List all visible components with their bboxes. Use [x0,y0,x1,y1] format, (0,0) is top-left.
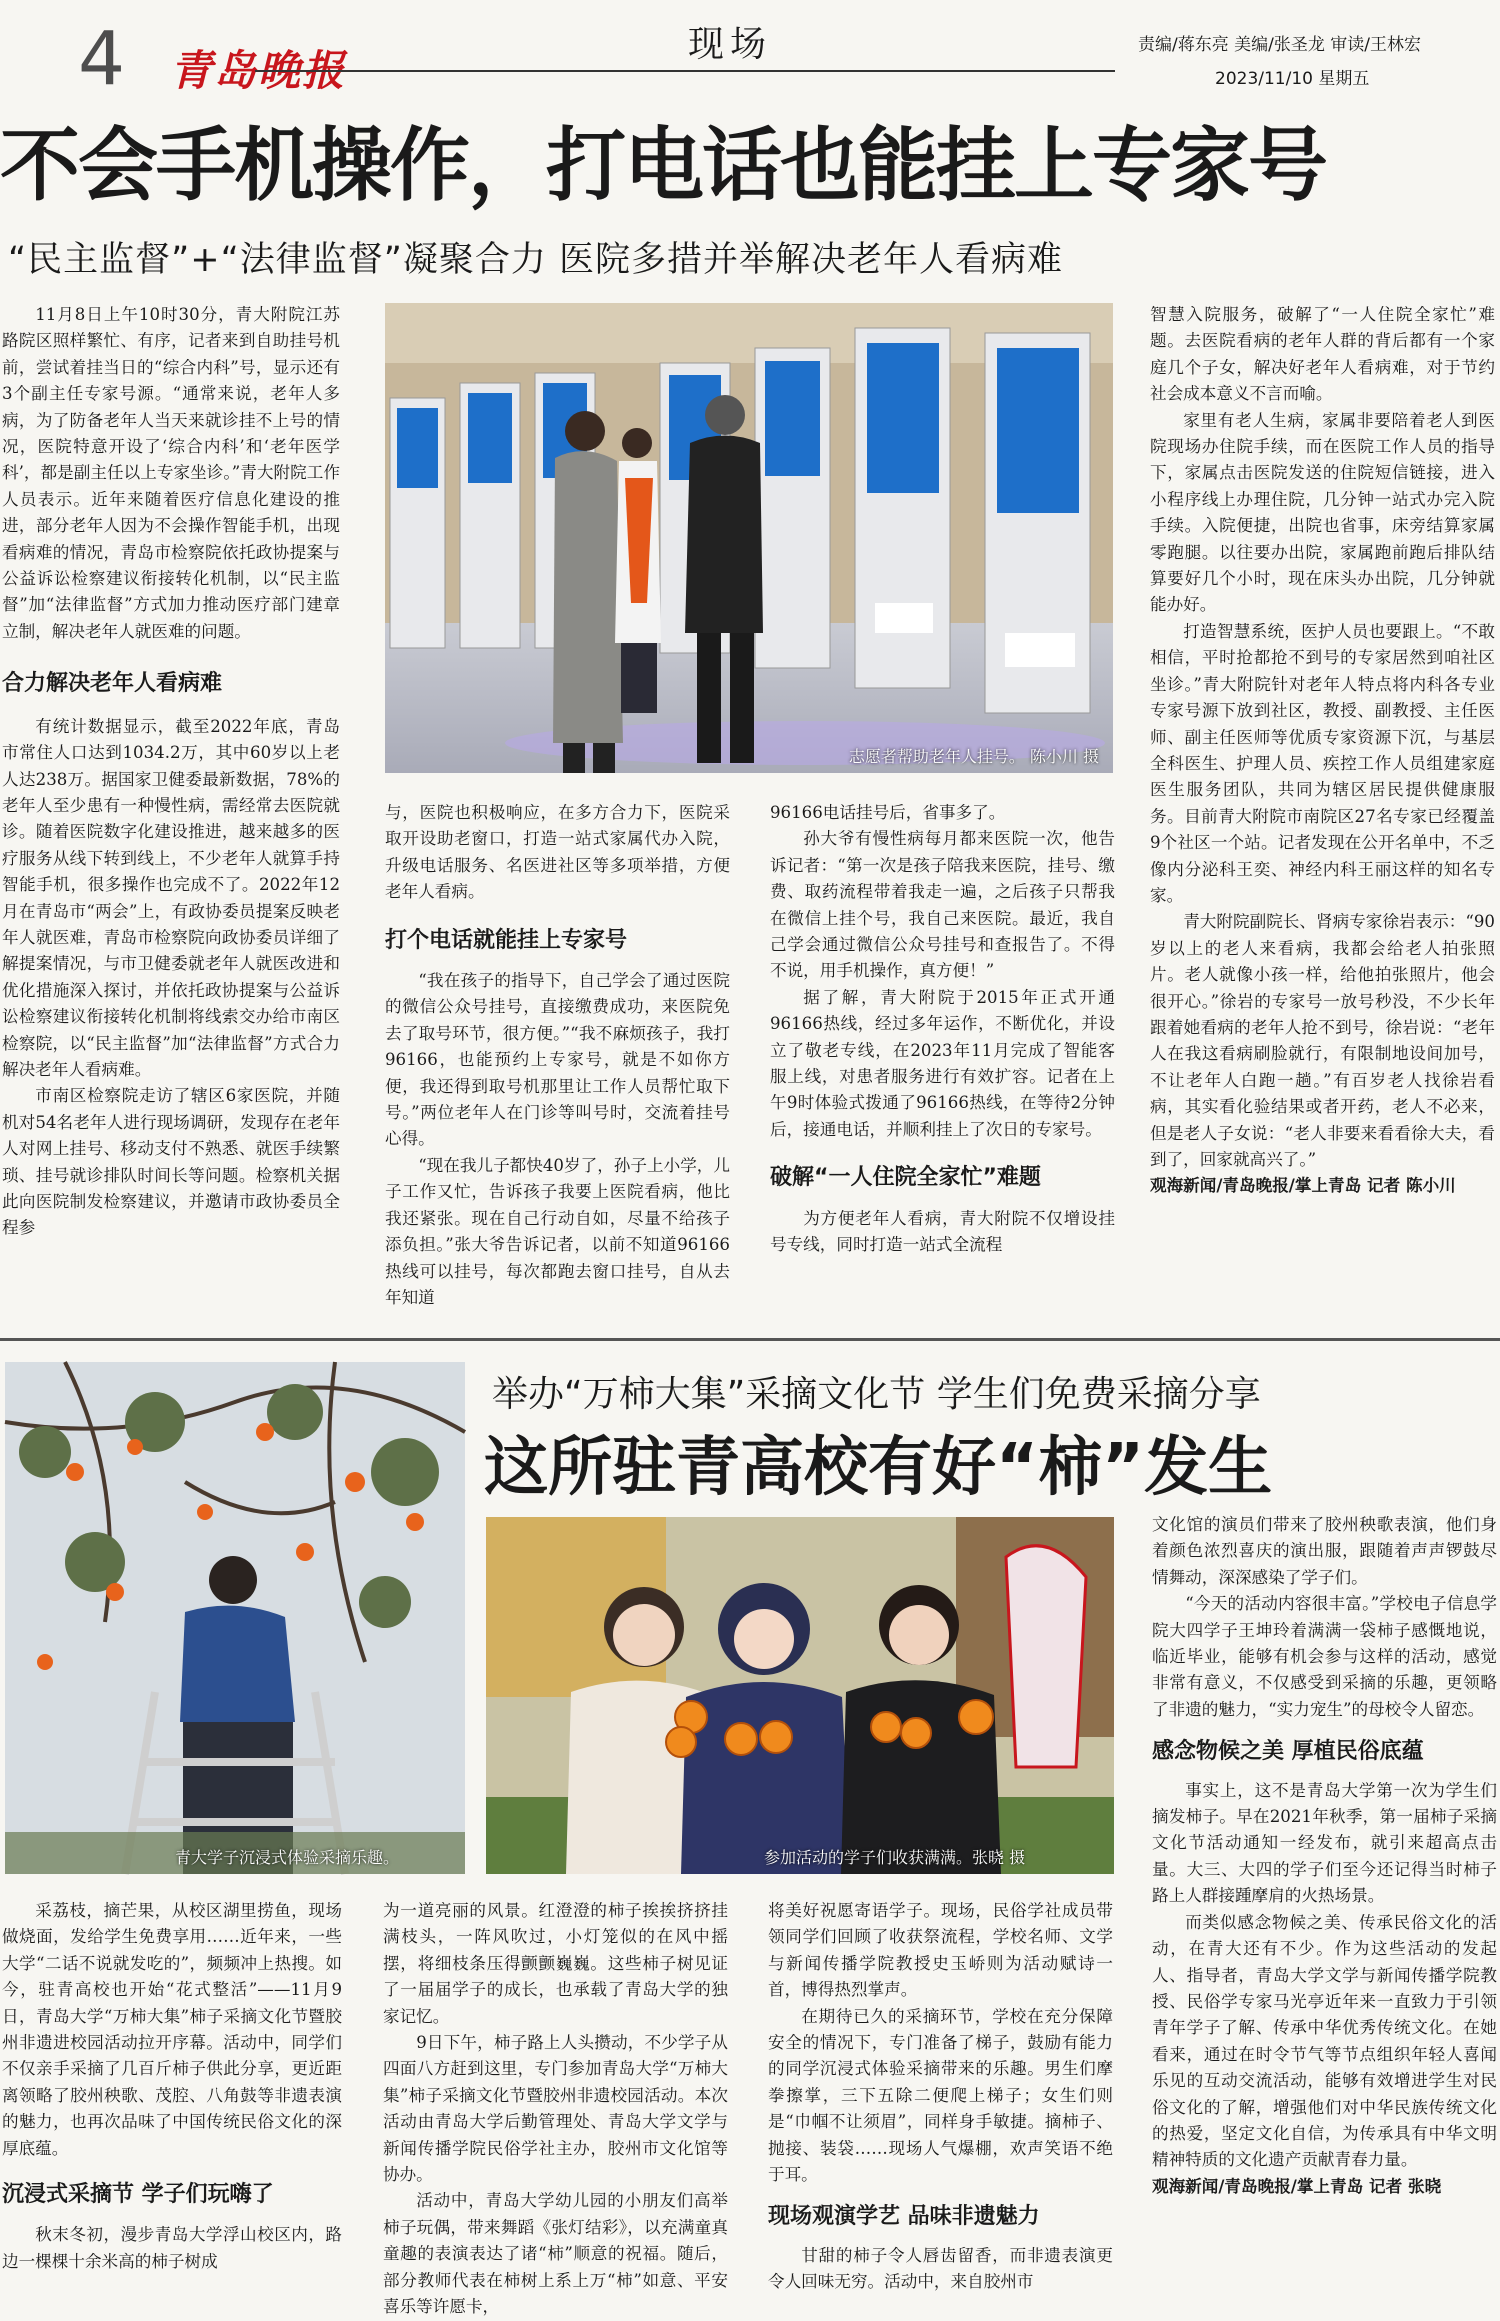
story1-photo [385,303,1113,773]
issue-date: 2023/11/10 星期五 [1215,69,1370,89]
story1-photo-caption: 志愿者帮助老年人挂号。 陈小川 摄 [848,747,1099,766]
paragraph: 市南区检察院走访了辖区6家医院，并随机对54名老年人进行现场调研，发现存在老年人对网上挂号、移动支付不熟悉、就医手续繁琐、挂号就诊排队时间长等问题。检察机关据此向医院制发检察建议，并邀请市政协委员全程参 [2,1086,340,1238]
story1-column-3 [770,800,1115,1330]
story1-subtitle-1: 合力解决老年人看病难 [2,671,223,697]
paragraph: 而类似感念物候之美、传承民俗文化的活动，在青大还有不少。作为这些活动的发起人、指导者，青岛大学文学与新闻传播学院教授、民俗学专家马光亭近年来一直致力于引领青年学子了解、传承中华优秀传统文化。在她看来，通过在时令节气等节点组织年轻人喜闻乐见的互动交流活动，能够有效增进学生对民俗文化的了解，增强他们对中华民族传统文化的热爱，坚定文化自信，为传承具有中华文明精神特质的文化遗产贡献青春力量。 [1152,1912,1497,2170]
paragraph: 活动中，青岛大学幼儿园的小朋友们高举柿子玩偶，带来舞蹈《张灯结彩》，以充满童真童趣的表演表达了诸“柿”顺意的祝福。随后，部分教师代表在柿树上系上万“柿”如意、平安喜乐等许愿卡， [383,2191,728,2317]
story2-column-3 [768,1898,1113,2304]
story2-photo-2-caption: 参加活动的学子们收获满满。张晓 摄 [764,1848,1026,1867]
paragraph: 与，医院也积极响应，在多方合力下，医院采取开设助老窗口，打造一站式家属代办入院，升级电话服务、名医进社区等多项举措，方便老年人看病。 [385,803,730,902]
story2-photo-2 [486,1517,1114,1874]
story2-column-1 [2,1898,342,2304]
story2-photo-1-caption: 青大学子沉浸式体验采摘乐趣。 [175,1848,400,1867]
story1-column-4 [1150,302,1495,1332]
story1-subtitle-2: 打个电话就能挂上专家号 [385,927,628,953]
story2-subtitle-3: 感念物候之美 厚植民俗底蕴 [1152,1739,1424,1765]
editor-credits: 责编/蒋东亮 美编/张圣龙 审读/王林宏 [1138,35,1421,55]
paragraph: 智慧入院服务，破解了“一人住院全家忙”难题。去医院看病的老年人群的背后都有一个家庭几个子女，解决好老年人看病难，对于节约社会成本意义不言而喻。 [1150,305,1495,404]
paragraph: 秋末冬初，漫步青岛大学浮山校区内，路边一棵棵十余米高的柿子树成 [2,2225,342,2271]
section-title: 现场 [687,24,772,65]
story1-column-2 [385,800,730,1330]
story1-byline: 观海新闻/青岛晚报/掌上青岛 记者 陈小川 [1150,1176,1456,1196]
paragraph: 9日下午，柿子路上人头攒动，不少学子从四面八方赶到这里，专门参加青岛大学“万柿大集”柿子采摘文化节暨胶州非遗校园活动。本次活动由青岛大学后勤管理处、青岛大学文学与新闻传播学院民俗学社主办，胶州市文化馆等协办。 [383,2033,728,2185]
students-with-persimmons-photo [486,1517,1114,1874]
story2-subtitle-2: 现场观演学艺 品味非遗魅力 [768,2204,1040,2230]
story2-photo-1 [5,1362,465,1874]
paragraph: 在期待已久的采摘环节，学校在充分保障安全的情况下，专门准备了梯子，鼓励有能力的同学沉浸式体验采摘带来的乐趣。男生们摩拳擦掌，三下五除二便爬上梯子；女生们则是“巾帼不让须眉”，同样身手敏捷。摘柿子、抛接、装袋……现场人气爆棚，欢声笑语不绝于耳。 [768,2006,1113,2185]
page-number: 4 [78,16,126,102]
story2-subtitle-1: 沉浸式采摘节 学子们玩嗨了 [2,2182,274,2208]
story2-column-4 [1152,1512,1497,2304]
paragraph: 孙大爷有慢性病每月都来医院一次，他告诉记者：“第一次是孩子陪我来医院，挂号、缴费、取药流程带着我走一遍，之后孩子只帮我在微信上挂个号，我自己来医院。最近，我自己学会通过微信公众号挂号和查报告了。不得不说，用手机操作，真方便！” [770,829,1115,981]
story2-byline: 观海新闻/青岛晚报/掌上青岛 记者 张晓 [1152,2176,1442,2196]
story1-headline: 不会手机操作，打电话也能挂上专家号 [0,119,1326,212]
story2-column-2 [383,1898,728,2317]
paragraph: 11月8日上午10时30分，青大附院江苏路院区照样繁忙、有序，记者来到自助挂号机前，尝试着挂当日的“综合内科”号，显示还有3个副主任专家号源。“通常来说，老年人多病，为了防备老年人当天来就诊挂不上号的情况，医院特意开设了‘综合内科’和‘老年医学科’，都是副主任以上专家坐诊。”青大附院工作人员表示。近年来随着医疗信息化建设的推进，部分老年人因为不会操作智能手机，出现看病难的情况，青岛市检察院依托政协提案与公益诉讼检察建议衔接转化机制，以“民主监督”加“法律监督”方式加力推动医疗部门建章立制，解决老年人就医难的问题。 [2,305,340,641]
paragraph: “现在我儿子都快40岁了，孙子上小学，儿子工作又忙，告诉孩子我要上医院看病，他比我还紧张。现在自己行动自如，尽量不给孩子添负担。”张大爷告诉记者，以前不知道96166热线可以挂号，每次都跑去窗口挂号，自从去年知道 [385,1155,730,1307]
paragraph: 打造智慧系统，医护人员也要跟上。“不敢相信，平时抢都抢不到号的专家居然到咱社区坐诊。”青大附院针对老年人特点将内科各专业专家号源下放到社区，教授、副教授、主任医师、副主任医师等优质专家资源下沉，与基层全科医生、护理人员、疾控工作人员组建家庭医生服务团队，共同为辖区居民提供健康服务。目前青大附院市南院区27名专家已经覆盖9个社区一个站。记者发现在公开名单中，不乏像内分泌科王奕、神经内科王丽这样的知名专家。 [1150,621,1495,905]
paragraph: 青大附院副院长、肾病专家徐岩表示：“90岁以上的老人来看病，我都会给老人拍张照片。老人就像小孩一样，给他拍张照片，他会很开心。”徐岩的专家号一放号秒没，不少长年跟着她看病的老年人抢不到号，徐岩说：“老年人在我这看病刷脸就行，有限制地设间加号，不让老年人白跑一趟。”有百岁老人找徐岩看病，其实看化验结果或者开药，老人不必来，但是老人子女说：“老人非要来看看徐大夫，看到了，回家就高兴了。” [1150,912,1495,1169]
paragraph: 将美好祝愿寄语学子。现场，民俗学社成员带领同学们回顾了收获祭流程，学校名师、文学与新闻传播学院教授史玉峤则为活动赋诗一首，博得热烈掌声。 [768,1901,1113,2000]
story1-subtitle-3: 破解“一人住院全家忙”难题 [770,1165,1041,1191]
paragraph: 据了解，青大附院于2015年正式开通96166热线，经过多年运作，不断优化，并设立了敬老专线，在2023年11月完成了智能客服上线，对患者服务进行有效扩容。记者在上午9时体验式拨通了96166热线，在等待2分钟后，接通电话，并顺利挂上了次日的专家号。 [770,987,1115,1139]
story1-column-1 [2,302,340,1326]
paragraph: 甘甜的柿子令人唇齿留香，而非遗表演更令人回味无穷。活动中，来自胶州市 [768,2245,1113,2292]
persimmon-picking-photo [5,1362,465,1874]
story-divider [0,1338,1500,1341]
story1-subhead: “民主监督”+“法律监督”凝聚合力 医院多措并举解决老年人看病难 [8,240,1063,280]
paragraph: 事实上，这不是青岛大学第一次为学生们摘发柿子。早在2021年秋季，第一届柿子采摘文化节活动通知一经发布，就引来超高点击量。大三、大四的学子们至今还记得当时柿子路上人群接踵摩肩的火热场景。 [1152,1780,1497,1906]
story2-headline: 这所驻青高校有好“柿”发生 [484,1431,1273,1505]
paragraph: 采荔枝，摘芒果，从校区湖里捞鱼，现场做烧面，发给学生免费享用……近年来，一些大学“二话不说就发吃的”，频频冲上热搜。如今，驻青高校也开始“花式整活”——11月9日，青岛大学“万柿大集”柿子采摘文化节暨胶州非遗进校园活动拉开序幕。活动中，同学们不仅亲手采摘了几百斤柿子供此分享，更近距离领略了胶州秧歌、茂腔、八角鼓等非遗表演的魅力，也再次品味了中国传统民俗文化的深厚底蕴。 [2,1901,342,2158]
header-rule [255,70,1115,72]
paragraph: “今天的活动内容很丰富。”学校电子信息学院大四学子王坤玲着满满一袋柿子感慨地说，临近毕业，能够有机会参与这样的活动，感觉非常有意义，不仅感受到采摘的乐趣，更领略了非遗的魅力，“实力宠生”的母校令人留恋。 [1152,1594,1497,1719]
paragraph: 家里有老人生病，家属非要陪着老人到医院现场办住院手续，而在医院工作人员的指导下，家属点击医院发送的住院短信链接，进入小程序线上办理住院，几分钟一站式办完入院手续。入院便捷，出院也省事，床旁结算家属零跑腿。以往要办出院，家属跑前跑后排队结算要好几个小时，现在床头办出院，几分钟就能办好。 [1150,410,1495,615]
hospital-kiosk-photo [385,303,1113,773]
paragraph: 文化馆的演员们带来了胶州秧歌表演，他们身着颜色浓烈喜庆的演出服，跟随着声声锣鼓尽情舞动，深深感染了学子们。 [1152,1515,1497,1587]
paragraph: “我在孩子的指导下，自己学会了通过医院的微信公众号挂号，直接缴费成功，来医院免去了取号环节，很方便。”“我不麻烦孩子，我打96166，也能预约上专家号，就是不如你方便，我还得到取号机那里让工作人员帮忙取下号。”两位老年人在门诊等叫号时，交流着挂号心得。 [385,971,730,1149]
paragraph: 为一道亮丽的风景。红澄澄的柿子挨挨挤挤挂满枝头，一阵风吹过，小灯笼似的在风中摇摆，将细枝条压得颤颤巍巍。这些柿子树见证了一届届学子的成长，也承载了青岛大学的独家记忆。 [383,1901,728,2026]
paragraph: 为方便老年人看病，青大附院不仅增设挂号专线，同时打造一站式全流程 [770,1208,1115,1255]
paragraph: 有统计数据显示，截至2022年底，青岛市常住人口达到1034.2万，其中60岁以上老人达238万。据国家卫健委最新数据，78%的老年人至少患有一种慢性病，需经常去医院就诊。随着医院数字化建设推进，越来越多的医疗服务从线下转到线上，不少老年人就算手持智能手机，很多操作也完成不了。2022年12月在青岛市“两会”上，有政协委员提案反映老年人就医难，青岛市检察院向政协委员详细了解提案情况，与市卫健委就老年人就医改进和优化措施深入探讨，并依托政协提案与公益诉讼检察建议衔接转化机制将线索交办给市南区检察院，以“民主监督”加“法律监督”方式合力解决老年人看病难。 [2,716,340,1079]
newspaper-logo: 青岛晚报 [170,46,347,95]
paragraph: 96166电话挂号后，省事多了。 [770,803,1006,822]
story2-kicker: 举办“万柿大集”采摘文化节 学生们免费采摘分享 [492,1374,1261,1415]
